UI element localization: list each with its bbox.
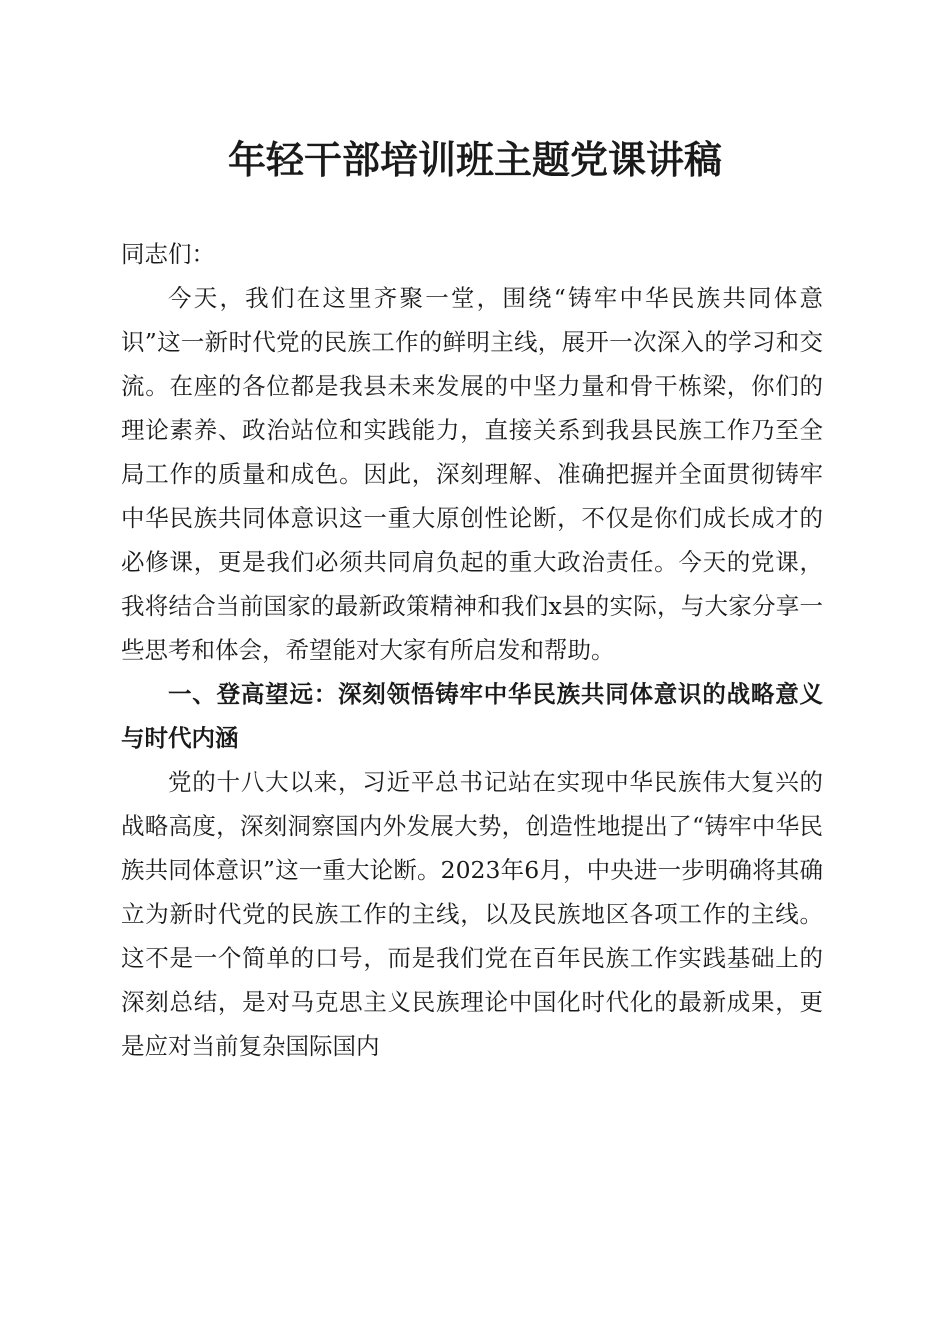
paragraph-intro: 今天，我们在这里齐聚一堂，围绕“铸牢中华民族共同体意识”这一新时代党的民族工作的鲜明主线，展开一次深入的学习和交流。在座的各位都是我县未来发展的中坚力量和骨干栋梁，你们的理论素养、政治站位和实践能力，直接关系到我县民族工作乃至全局工作的质量和成色。因此，深刻理解、准确把握并全面贯彻铸牢中华民族共同体意识这一重大原创性论断，不仅是你们成长成才的必修课，更是我们必须共同肩负起的重大政治责任。今天的党课，我将结合当前国家的最新政策精神和我们x县的实际，与大家分享一些思考和体会，希望能对大家有所启发和帮助。 (121, 284, 823, 664)
salutation: 同志们： (121, 240, 215, 268)
document-title: 年轻干部培训班主题党课讲稿 (227, 137, 722, 182)
document-body (121, 232, 823, 1068)
paragraph-section-1: 党的十八大以来，习近平总书记站在实现中华民族伟大复兴的战略高度，深刻洞察国内外发展大势，创造性地提出了“铸牢中华民族共同体意识”这一重大论断。2023年6月，中央进一步明确将其确立为新时代党的民族工作的主线，以及民族地区各项工作的主线。这不是一个简单的口号，而是我们党在百年民族工作实践基础上的深刻总结，是对马克思主义民族理论中国化时代化的最新成果，更是应对当前复杂国际国内 (121, 768, 823, 1060)
section-heading: 一、登高望远：深刻领悟铸牢中华民族共同体意识的战略意义与时代内涵 (121, 680, 823, 752)
